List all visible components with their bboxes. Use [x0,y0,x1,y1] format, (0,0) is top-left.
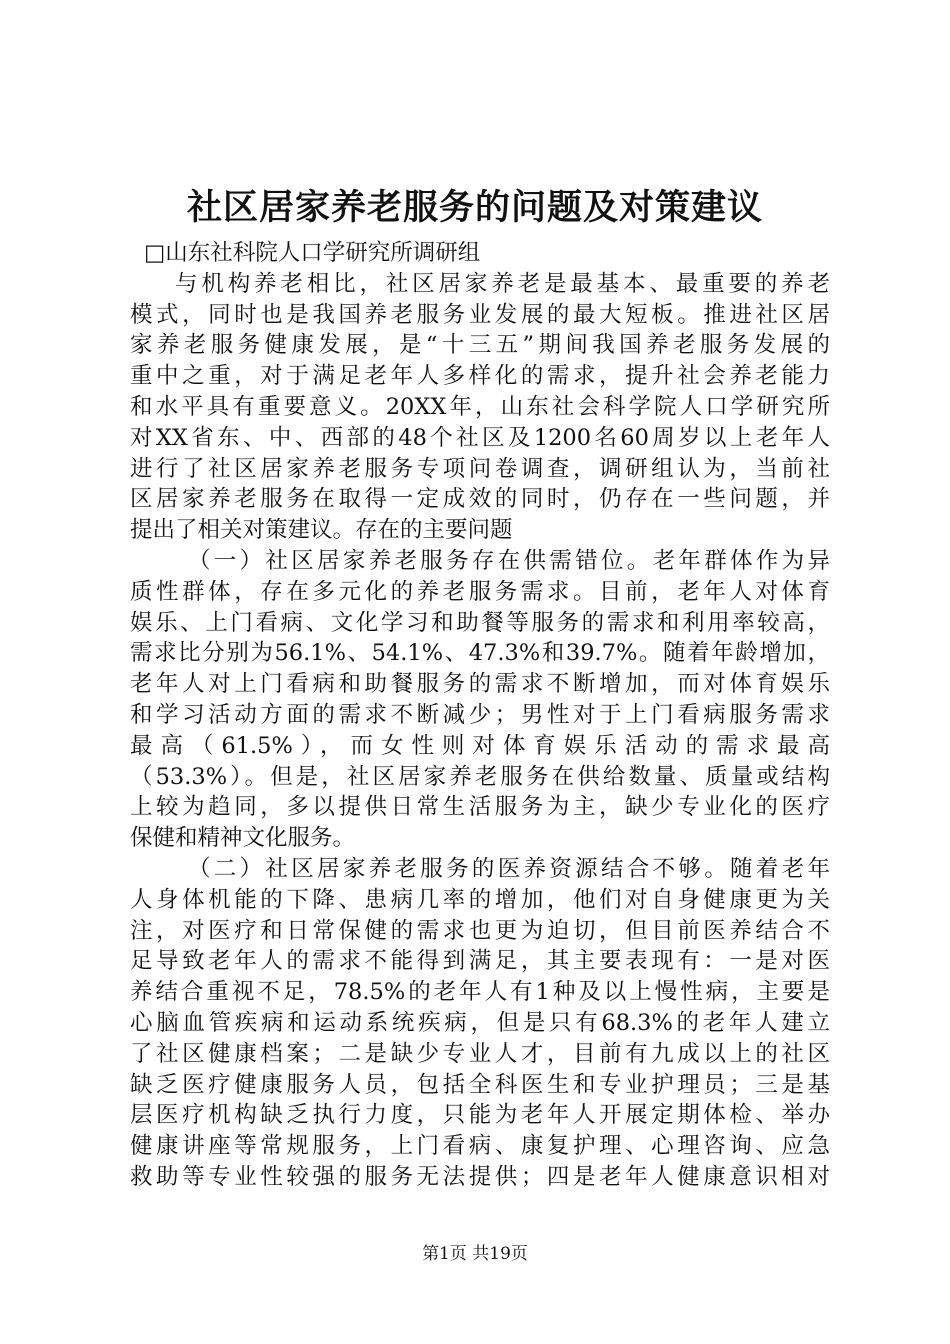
paragraph-line: 上较为趋同，多以提供日常生活服务为主，缺少专业化的医疗 [130,794,830,821]
paragraph-line: 保健和精神文化服务。 [130,825,356,852]
paragraph-line: 进行了社区居家养老服务专项问卷调查，调研组认为，当前社 [130,455,830,482]
paragraph-line: （53.3%）。但是，社区居家养老服务在供给数量、质量或结构 [130,763,830,790]
paragraph-line: 和水平具有重要意义。20XX年，山东社会科学院人口学研究所 [130,393,830,420]
paragraph-line: 最高（61.5%），而女性则对体育娱乐活动的需求最高 [130,732,830,759]
paragraph-line: 重中之重，对于满足老年人多样化的需求，提升社会养老能力 [130,363,830,390]
document-title: 社区居家养老服务的问题及对策建议 [186,187,763,228]
paragraph-line: 人身体机能的下降、患病几率的增加，他们对自身健康更为关 [130,886,830,913]
paragraph-line: 区居家养老服务在取得一定成效的同时，仍存在一些问题，并 [130,486,830,513]
paragraph-line: 需求比分别为56.1%、54.1%、47.3%和39.7%。随着年龄增加， [130,640,830,667]
paragraph-line: 缺乏医疗健康服务人员，包括全科医生和专业护理员；三是基 [130,1071,830,1098]
paragraph-line: 注，对医疗和日常保健的需求也更为迫切，但目前医养结合不 [130,917,830,944]
paragraph-line: （一）社区居家养老服务存在供需错位。老年群体作为异 [188,547,830,574]
intro-paragraph [130,269,830,546]
paragraph-line: 模式，同时也是我国养老服务业发展的最大短板。推进社区居 [130,301,830,328]
section-2-paragraph [130,854,830,1193]
paragraph-line: 救助等专业性较强的服务无法提供；四是老年人健康意识相对 [130,1163,830,1190]
paragraph-line: 健康讲座等常规服务，上门看病、康复护理、心理咨询、应急 [130,1133,830,1160]
paragraph-line: 足导致老年人的需求不能得到满足，其主要表现有：一是对医 [130,948,830,975]
paragraph-line: 对XX省东、中、西部的48个社区及1200名60周岁以上老年人 [130,424,830,451]
paragraph-line: 与机构养老相比，社区居家养老是最基本、最重要的养老 [175,270,830,297]
paragraph-line: 娱乐、上门看病、文化学习和助餐等服务的需求和利用率较高， [130,609,830,636]
paragraph-line: 老年人对上门看病和助餐服务的需求不断增加，而对体育娱乐 [130,671,830,698]
section-1-paragraph [130,546,830,854]
paragraph-line: 层医疗机构缺乏执行力度，只能为老年人开展定期体检、举办 [130,1102,830,1129]
paragraph-line: 家养老服务健康发展，是“十三五”期间我国养老服务发展的 [130,332,830,359]
document-body [130,238,830,1193]
paragraph-line: 了社区健康档案；二是缺少专业人才，目前有九成以上的社区 [130,1040,830,1067]
author-line: □山东社科院人口学研究所调研组 [144,240,481,266]
paragraph-line: 养结合重视不足，78.5%的老年人有1种及以上慢性病，主要是 [130,979,830,1006]
page-number-footer: 第1页 共19页 [422,1244,528,1264]
paragraph-line: （二）社区居家养老服务的医养资源结合不够。随着老年 [188,855,830,882]
paragraph-line: 质性群体，存在多元化的养老服务需求。目前，老年人对体育 [130,578,830,605]
paragraph-line: 心脑血管疾病和运动系统疾病，但是只有68.3%的老年人建立 [130,1009,830,1036]
paragraph-line: 和学习活动方面的需求不断减少；男性对于上门看病服务需求 [130,701,830,728]
paragraph-line: 提出了相关对策建议。存在的主要问题 [130,517,513,544]
